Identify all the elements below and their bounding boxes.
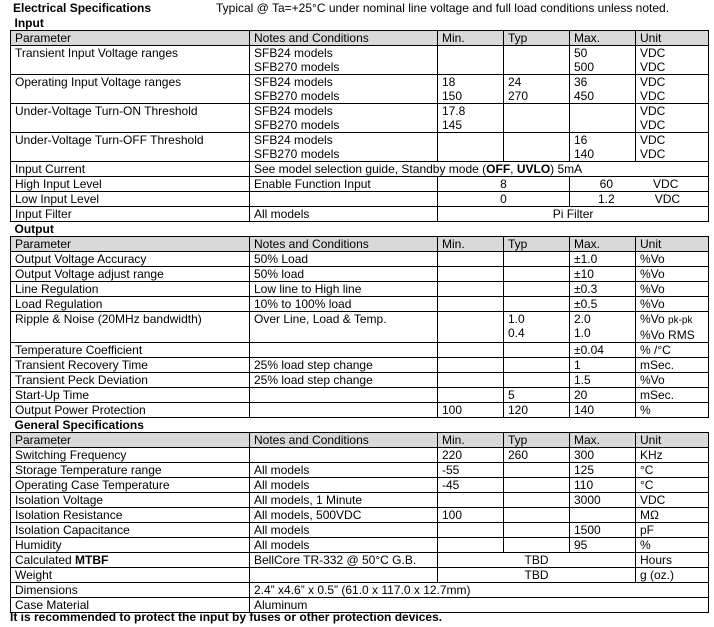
col-header: Max. xyxy=(570,433,636,448)
min-cell xyxy=(438,343,504,358)
typ-cell: 1.0 0.4 xyxy=(504,312,570,343)
param-cell: Transient Recovery Time xyxy=(11,358,250,373)
unit-cell: VDC VDC xyxy=(636,133,709,162)
col-header: Max. xyxy=(570,237,636,252)
table-row xyxy=(11,75,709,104)
table-row xyxy=(11,553,709,568)
notes-cell: SFB24 models SFB270 models xyxy=(250,46,438,75)
unit-cell: °C xyxy=(636,478,709,493)
col-header: Parameter xyxy=(11,237,250,252)
col-header: Unit xyxy=(636,433,709,448)
unit-cell: Hours xyxy=(636,553,709,568)
column-header-row xyxy=(11,237,709,252)
max-cell: 16 140 xyxy=(570,133,636,162)
max-cell: 1.5 xyxy=(570,373,636,388)
table-row xyxy=(11,448,709,463)
min-cell xyxy=(438,388,504,403)
max-cell: 140 xyxy=(570,403,636,418)
unit-cell: pF xyxy=(636,523,709,538)
notes-cell xyxy=(250,448,438,463)
min-cell xyxy=(438,267,504,282)
min-cell xyxy=(438,252,504,267)
unit-cell: %Vo xyxy=(636,297,709,312)
notes-cell: SFB24 models SFB270 models xyxy=(250,104,438,133)
param-cell: Output Voltage adjust range xyxy=(11,267,250,282)
typ-cell xyxy=(504,493,570,508)
max-cell: ±0.3 xyxy=(570,282,636,297)
notes-cell: BellCore TR-332 @ 50°C G.B. xyxy=(250,553,438,568)
col-header: Min. xyxy=(438,237,504,252)
table-row xyxy=(11,388,709,403)
min-cell xyxy=(438,133,504,162)
typ-cell: 5 xyxy=(504,388,570,403)
case-value-cell: Aluminum xyxy=(250,598,709,613)
unit-cell: VDC VDC xyxy=(636,46,709,75)
table-row xyxy=(11,282,709,297)
typ-cell xyxy=(504,538,570,553)
notes-cell: SFB24 models SFB270 models xyxy=(250,133,438,162)
min-cell xyxy=(438,282,504,297)
typ-cell xyxy=(504,46,570,75)
col-header: Unit xyxy=(636,31,709,46)
notes-cell: All models xyxy=(250,538,438,553)
param-cell: Input Current xyxy=(11,162,250,177)
col-header: Parameter xyxy=(11,433,250,448)
table-row xyxy=(11,252,709,267)
min-cell xyxy=(438,358,504,373)
filter-value-cell: Pi Filter xyxy=(438,207,709,222)
min-cell xyxy=(438,297,504,312)
unit-cell: mSec. xyxy=(636,388,709,403)
dimensions-value-cell: 2.4” x4.6” x 0.5” (61.0 x 117.0 x 12.7mm) xyxy=(250,583,709,598)
table-row xyxy=(11,358,709,373)
unit-cell: VDC VDC xyxy=(636,104,709,133)
min-cell: 8 xyxy=(438,177,570,192)
typ-cell xyxy=(504,478,570,493)
col-header: Notes and Conditions xyxy=(250,237,438,252)
unit-cell: %Vo xyxy=(636,252,709,267)
min-cell xyxy=(438,493,504,508)
table-row xyxy=(11,104,709,133)
conditions-note: Typical @ Ta=+25°C under nominal line voltage and full load conditions unless noted. xyxy=(216,1,670,15)
min-cell: 0 xyxy=(438,192,570,207)
unit-cell: VDC xyxy=(636,493,709,508)
notes-cell: All models, 500VDC xyxy=(250,508,438,523)
notes-cell: SFB24 models SFB270 models xyxy=(250,75,438,104)
table-row xyxy=(11,493,709,508)
max-cell: 95 xyxy=(570,538,636,553)
max-cell: 20 xyxy=(570,388,636,403)
input-current-notes: See model selection guide, Standby mode (OFF, UVLO) 5mA xyxy=(250,162,709,177)
min-cell: 100 xyxy=(438,508,504,523)
table-row xyxy=(11,538,709,553)
unit-cell: °C xyxy=(636,463,709,478)
param-cell: High Input Level xyxy=(11,177,250,192)
title-row xyxy=(10,1,710,16)
max-cell: 1500 xyxy=(570,523,636,538)
col-header: Typ xyxy=(504,31,570,46)
max-cell xyxy=(570,508,636,523)
notes-cell: Over Line, Load & Temp. xyxy=(250,312,438,343)
typ-cell xyxy=(504,343,570,358)
unit-cell: % xyxy=(636,403,709,418)
max-cell: 3000 xyxy=(570,493,636,508)
col-header: Notes and Conditions xyxy=(250,433,438,448)
table-row xyxy=(11,373,709,388)
col-header: Typ xyxy=(504,433,570,448)
footnote: It is recommended to protect the input by fuses or other protection devices. xyxy=(10,610,443,624)
table-row xyxy=(11,297,709,312)
notes-cell: All models xyxy=(250,523,438,538)
min-cell: 17.8 145 xyxy=(438,104,504,133)
notes-cell xyxy=(250,568,438,583)
table-row xyxy=(11,177,709,192)
max-cell: 1 xyxy=(570,358,636,373)
typ-cell xyxy=(504,523,570,538)
max-cell: 110 xyxy=(570,478,636,493)
min-cell: -55 xyxy=(438,463,504,478)
table-row xyxy=(11,523,709,538)
table-row xyxy=(11,46,709,75)
param-cell: Isolation Resistance xyxy=(11,508,250,523)
notes-cell: 50% load xyxy=(250,267,438,282)
unit-cell: %Vo xyxy=(636,267,709,282)
col-header: Max. xyxy=(570,31,636,46)
table-row xyxy=(11,478,709,493)
max-unit-cell: 60 VDC xyxy=(570,177,709,192)
typ-cell xyxy=(504,508,570,523)
notes-cell: All models xyxy=(250,478,438,493)
param-cell: Transient Input Voltage ranges xyxy=(11,46,250,75)
param-cell: Start-Up Time xyxy=(11,388,250,403)
param-cell: Transient Peck Deviation xyxy=(11,373,250,388)
min-cell: 220 xyxy=(438,448,504,463)
column-header-row xyxy=(11,31,709,46)
param-cell: Storage Temperature range xyxy=(11,463,250,478)
param-cell: Under-Voltage Turn-ON Threshold xyxy=(11,104,250,133)
param-cell: Isolation Capacitance xyxy=(11,523,250,538)
section-title-input: Input xyxy=(14,16,44,30)
unit-cell: VDC VDC xyxy=(636,75,709,104)
typ-cell xyxy=(504,267,570,282)
param-cell: Humidity xyxy=(11,538,250,553)
unit-cell: mSec. xyxy=(636,358,709,373)
param-cell: Operating Case Temperature xyxy=(11,478,250,493)
param-cell: Output Voltage Accuracy xyxy=(11,252,250,267)
typ-cell xyxy=(504,104,570,133)
notes-cell xyxy=(250,343,438,358)
typ-cell xyxy=(504,297,570,312)
table-row xyxy=(11,312,709,343)
typ-cell xyxy=(504,252,570,267)
col-header: Min. xyxy=(438,433,504,448)
table-row xyxy=(11,267,709,282)
table-row xyxy=(11,508,709,523)
notes-cell xyxy=(250,192,438,207)
param-cell: Temperature Coefficient xyxy=(11,343,250,358)
typ-cell: 120 xyxy=(504,403,570,418)
table-row xyxy=(11,207,709,222)
notes-cell: Enable Function Input xyxy=(250,177,438,192)
max-cell: ±0.04 xyxy=(570,343,636,358)
param-cell: Under-Voltage Turn-OFF Threshold xyxy=(11,133,250,162)
spec-table xyxy=(10,16,709,613)
param-cell: Input Filter xyxy=(11,207,250,222)
notes-cell: 50% Load xyxy=(250,252,438,267)
min-cell xyxy=(438,312,504,343)
notes-cell xyxy=(250,403,438,418)
param-cell: Weight xyxy=(11,568,250,583)
param-cell: Calculated MTBF xyxy=(11,553,250,568)
param-cell: Ripple & Noise (20MHz bandwidth) xyxy=(11,312,250,343)
typ-cell xyxy=(504,358,570,373)
unit-cell: KHz xyxy=(636,448,709,463)
param-cell: Low Input Level xyxy=(11,192,250,207)
param-cell: Output Power Protection xyxy=(11,403,250,418)
notes-cell: All models, 1 Minute xyxy=(250,493,438,508)
col-header: Notes and Conditions xyxy=(250,31,438,46)
notes-cell: All models xyxy=(250,207,438,222)
max-cell: ±1.0 xyxy=(570,252,636,267)
max-cell: 50 500 xyxy=(570,46,636,75)
notes-cell: 25% load step change xyxy=(250,358,438,373)
typ-cell xyxy=(504,373,570,388)
max-cell: 2.0 1.0 xyxy=(570,312,636,343)
table-row xyxy=(11,192,709,207)
notes-cell: 10% to 100% load xyxy=(250,297,438,312)
table-row xyxy=(11,133,709,162)
max-cell: ±0.5 xyxy=(570,297,636,312)
typ-cell xyxy=(504,133,570,162)
param-cell: Dimensions xyxy=(11,583,250,598)
section-title-output: Output xyxy=(14,222,54,236)
notes-cell: 25% load step change xyxy=(250,373,438,388)
unit-cell: MΩ xyxy=(636,508,709,523)
table-row xyxy=(11,343,709,358)
min-cell: 100 xyxy=(438,403,504,418)
unit-cell: g (oz.) xyxy=(636,568,709,583)
unit-cell: %Vo xyxy=(636,373,709,388)
unit-cell: % /°C xyxy=(636,343,709,358)
col-header: Typ xyxy=(504,237,570,252)
typ-cell xyxy=(504,282,570,297)
column-header-row xyxy=(11,433,709,448)
col-header: Min. xyxy=(438,31,504,46)
notes-cell: All models xyxy=(250,463,438,478)
param-cell: Isolation Voltage xyxy=(11,493,250,508)
unit-cell: % xyxy=(636,538,709,553)
section-title-general: General Specifications xyxy=(14,418,144,432)
max-cell: 36 450 xyxy=(570,75,636,104)
table-row xyxy=(11,568,709,583)
col-header: Parameter xyxy=(11,31,250,46)
page-title: Electrical Specifications xyxy=(13,1,152,15)
typ-cell: 260 xyxy=(504,448,570,463)
max-cell: ±10 xyxy=(570,267,636,282)
notes-cell: Low line to High line xyxy=(250,282,438,297)
table-row xyxy=(11,463,709,478)
min-cell: 18 150 xyxy=(438,75,504,104)
col-header: Unit xyxy=(636,237,709,252)
typ-cell: 24 270 xyxy=(504,75,570,104)
mtbf-value-cell: TBD xyxy=(438,553,636,568)
table-row xyxy=(11,162,709,177)
max-cell: 125 xyxy=(570,463,636,478)
param-cell: Line Regulation xyxy=(11,282,250,297)
param-cell: Switching Frequency xyxy=(11,448,250,463)
param-cell: Operating Input Voltage ranges xyxy=(11,75,250,104)
unit-cell: %Vo pk-pk %Vo RMS xyxy=(636,312,709,343)
min-cell xyxy=(438,523,504,538)
table-row xyxy=(11,403,709,418)
unit-cell: %Vo xyxy=(636,282,709,297)
param-cell: Load Regulation xyxy=(11,297,250,312)
max-unit-cell: 1.2 VDC xyxy=(570,192,709,207)
table-row xyxy=(11,583,709,598)
min-cell xyxy=(438,373,504,388)
typ-cell xyxy=(504,463,570,478)
param-cell: Case Material xyxy=(11,598,250,613)
max-cell: 300 xyxy=(570,448,636,463)
min-cell xyxy=(438,46,504,75)
weight-value-cell: TBD xyxy=(438,568,636,583)
min-cell: -45 xyxy=(438,478,504,493)
min-cell xyxy=(438,538,504,553)
max-cell xyxy=(570,104,636,133)
notes-cell xyxy=(250,388,438,403)
